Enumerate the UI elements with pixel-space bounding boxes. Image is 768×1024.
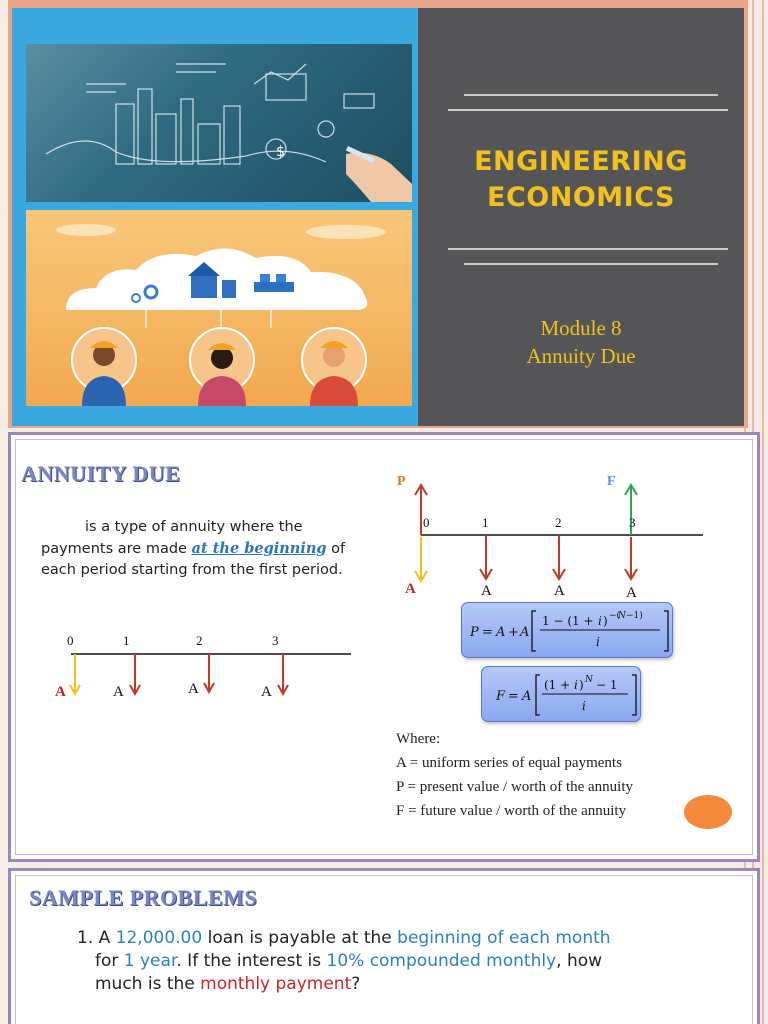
- variable-definitions: [396, 727, 633, 823]
- svg-text:(1 +: (1 +: [544, 678, 571, 692]
- definition-line1: is a type of annuity where the: [85, 519, 303, 535]
- svg-text:−(: −(: [609, 611, 621, 621]
- sample-problems-slide: [8, 868, 760, 1024]
- tick-3: 3: [272, 633, 279, 648]
- divider: [448, 109, 728, 111]
- svg-text:i: i: [596, 635, 600, 649]
- problem-line3: much is the monthly payment?: [95, 974, 361, 994]
- payment-label-1: A: [481, 583, 492, 599]
- tick-0: 0: [423, 515, 430, 530]
- svg-text:N: N: [585, 675, 593, 685]
- svg-text:$: $: [276, 144, 285, 160]
- module-number: Module 8: [540, 316, 622, 340]
- payment-label-0: A: [405, 581, 416, 597]
- definition-line2: payments are made at the beginning of: [41, 540, 346, 557]
- svg-text:i: i: [582, 699, 586, 713]
- svg-text:): ): [603, 614, 608, 628]
- course-title: [418, 144, 744, 216]
- annuity-due-slide: [8, 432, 760, 862]
- payment-timing: beginning of each month: [397, 928, 611, 948]
- label-p: P: [397, 474, 406, 489]
- payment-label-3: A: [261, 684, 272, 700]
- svg-text:1 − (1 +: 1 − (1 +: [542, 614, 594, 628]
- payment-label-2: A: [554, 583, 565, 599]
- divider: [464, 263, 718, 265]
- course-title-line2: ECONOMICS: [487, 182, 675, 213]
- payment-label-3: A: [626, 585, 637, 601]
- business-sketch-image: [26, 44, 412, 202]
- divider: [448, 248, 728, 250]
- tick-0: 0: [67, 633, 74, 648]
- module-topic: Annuity Due: [526, 344, 636, 368]
- definition-line3: each period starting from the first period.: [41, 562, 343, 578]
- problem-line2: for 1 year. If the interest is 10% compounded monthly, how: [95, 951, 603, 971]
- svg-text:): ): [579, 678, 584, 692]
- svg-text:i: i: [598, 614, 602, 628]
- interest-rate: 10% compounded monthly: [326, 951, 557, 971]
- svg-text:−1): −1): [626, 611, 643, 621]
- workers-illustration: [26, 210, 412, 406]
- payment-label-0: A: [55, 684, 66, 700]
- title-panel: [418, 8, 744, 426]
- loan-amount: 12,000.00: [115, 928, 203, 948]
- svg-text:A: A: [520, 625, 530, 640]
- definition-p: P = present value / worth of the annuity: [396, 779, 634, 795]
- svg-text:i: i: [574, 678, 578, 692]
- cash-flow-diagram-pf: [391, 465, 711, 605]
- formula-present-value: [461, 602, 673, 658]
- svg-text:− 1: − 1: [596, 678, 618, 692]
- payment-label-2: A: [188, 681, 199, 697]
- definition-text: [41, 517, 391, 581]
- problem-1: 1. A 12,000.00 loan is payable at the beginning of each month for 1 year. If the interest is 10% compounded monthly, how much is the monthly payment?: [77, 927, 677, 996]
- definition-f: F = future value / worth of the annuity: [396, 803, 627, 819]
- svg-text:P: P: [470, 625, 479, 640]
- unknown-target: monthly payment: [200, 974, 352, 994]
- payment-label-1: A: [113, 684, 124, 700]
- title-slide-image-panel: [12, 8, 418, 426]
- svg-text:+: +: [508, 625, 519, 640]
- highlight-beginning: at the beginning: [191, 540, 327, 557]
- tick-2: 2: [555, 515, 562, 530]
- svg-text:=: =: [508, 689, 519, 704]
- tick-3: 3: [629, 515, 636, 530]
- formula-future-value: [481, 666, 641, 722]
- tick-2: 2: [196, 633, 203, 648]
- svg-text:A: A: [496, 625, 506, 640]
- svg-text:=: =: [482, 625, 493, 640]
- formula-f-render: [482, 667, 642, 723]
- loan-term: 1 year: [123, 951, 177, 971]
- formula-p-render: [462, 603, 674, 659]
- cash-flow-diagram-a: [51, 630, 361, 710]
- module-subtitle: [418, 314, 744, 370]
- tick-1: 1: [482, 515, 489, 530]
- decor-orange-dot: [684, 795, 732, 829]
- definition-a: A = uniform series of equal payments: [396, 755, 622, 771]
- label-f: F: [607, 474, 616, 489]
- title-slide: [8, 0, 748, 428]
- slide-heading: SAMPLE PROBLEMS: [29, 885, 258, 910]
- svg-text:A: A: [522, 689, 532, 704]
- svg-text:F: F: [496, 689, 506, 704]
- svg-text:N: N: [618, 611, 626, 621]
- divider: [464, 94, 718, 96]
- where-title: Where:: [396, 731, 441, 747]
- course-title-line1: ENGINEERING: [474, 146, 688, 177]
- decor-rail: [762, 0, 764, 1024]
- slide-heading: ANNUITY DUE: [21, 461, 181, 486]
- tick-1: 1: [123, 633, 130, 648]
